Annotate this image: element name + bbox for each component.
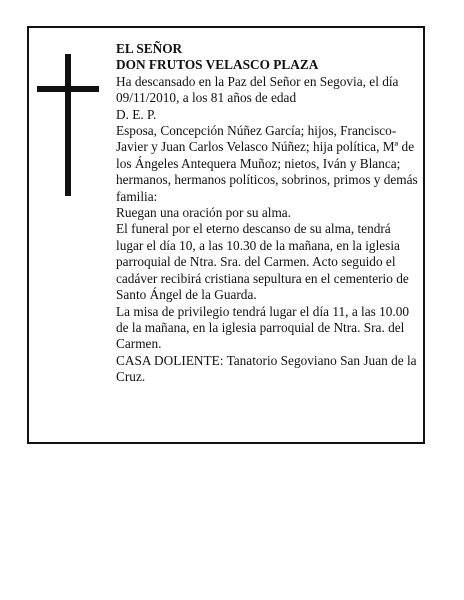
cross-icon — [37, 54, 99, 196]
notice-heading-title: EL SEÑOR — [116, 41, 183, 56]
notice-text-block — [116, 41, 420, 386]
funeral-info: El funeral por el eterno descanso de su alma, tendrá lugar el día 10, a las 10.30 de la mañana, en la iglesia parroquial de Ntra. Sra. del Carmen. Acto seguido el cadáver recibirá cristiana sepultura en el cementerio de Santo Ángel de la Guarda. — [116, 221, 409, 303]
family-list: Esposa, Concepción Núñez García; hijos, Francisco-Javier y Juan Carlos Velasco Núñez; hija política, Mª de los Ángeles Antequera Muñoz; nietos, Iván y Blanca; hermanos, hermanos políticos, sobrinos, primos y demás familia: — [116, 123, 418, 204]
mourning-home: CASA DOLIENTE: Tanatorio Segoviano San Juan de la Cruz. — [116, 352, 417, 385]
mass-info: La misa de privilegio tendrá lugar el día 11, a las 10.00 de la mañana, en la iglesia parroquial de Ntra. Sra. del Carmen. — [116, 303, 410, 352]
obituary-notice — [27, 26, 425, 444]
cross-horizontal-bar — [37, 86, 99, 92]
death-info: Ha descansado en la Paz del Señor en Segovia, el día 09/11/2010, a los 81 años de edad — [116, 73, 399, 106]
deceased-name: DON FRUTOS VELASCO PLAZA — [116, 57, 319, 73]
prayer-request: Ruegan una oración por su alma. — [116, 205, 292, 221]
dep-line: D. E. P. — [116, 106, 157, 122]
cross-vertical-bar — [65, 54, 71, 196]
